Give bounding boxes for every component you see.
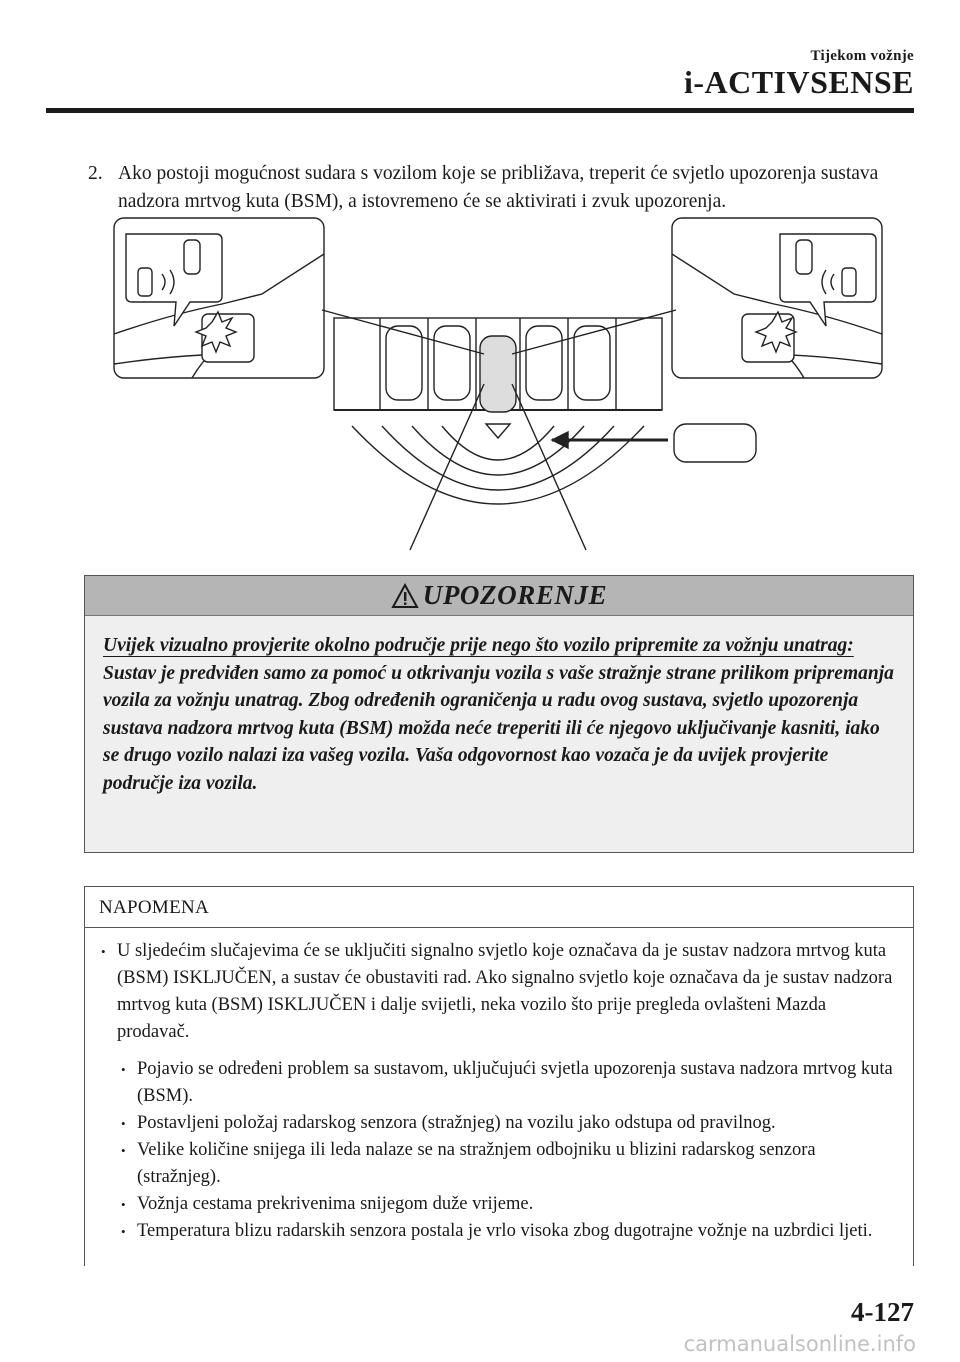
own-car <box>480 336 516 412</box>
bsm-illustration <box>112 214 884 554</box>
warning-body <box>85 616 913 797</box>
bullet-dot-icon: • <box>121 1116 126 1131</box>
note-title: NAPOMENA <box>85 887 913 928</box>
note-box <box>84 886 914 1266</box>
watermark: carmanualsonline.info <box>683 1332 916 1356</box>
step-number: 2. <box>88 163 103 184</box>
warning-header <box>85 576 913 616</box>
bullet-dot-icon: • <box>101 944 106 959</box>
warning-triangle-icon <box>391 583 419 609</box>
bullet-dot-icon: • <box>121 1224 126 1239</box>
list-item: • Pojavio se određeni problem sa sustavom, uključujući svjetla upozorenja sustava nadzora mrtvog kuta (BSM). <box>101 1056 901 1110</box>
approaching-car <box>674 424 756 462</box>
note-main-text: U sljedećim slučajevima će se uključiti signalno svjetlo koje označava da je sustav nadzora mrtvog kuta (BSM) ISKLJUČEN, a sustav će obustaviti rad. Ako signalno svjetlo koje označava da je sustav nadzora mrtvog kuta (BSM) ISKLJUČEN i dalje svijetli, neka vozilo što prije pregleda ovlašteni Mazda prodavač. <box>117 941 893 1042</box>
note-main-item <box>101 938 901 1046</box>
list-item: • Velike količine snijega ili leda nalaze se na stražnjem odbojniku u blizini radarskog senzora (stražnjeg). <box>101 1137 901 1191</box>
warning-title: UPOZORENJE <box>422 580 608 610</box>
step-2 <box>88 160 918 216</box>
step-text: Ako postoji mogućnost sudara s vozilom koje se približava, treperit će svjetlo upozorenja sustava nadzora mrtvog kuta (BSM), a istovremeno će se aktivirati i zvuk upozorenja. <box>118 163 879 212</box>
chapter-title: i-ACTIVSENSE <box>683 64 914 100</box>
list-item: • Vožnja cestama prekrivenima snijegom duže vrijeme. <box>101 1191 901 1218</box>
list-item: • Postavljeni položaj radarskog senzora (stražnjeg) na vozilu jako odstupa od pravilnog. <box>101 1110 901 1137</box>
bullet-dot-icon: • <box>121 1143 126 1158</box>
bullet-dot-icon: • <box>121 1062 126 1077</box>
bullet-dot-icon: • <box>121 1197 126 1212</box>
warning-box <box>84 575 914 853</box>
warning-text: Sustav je predviđen samo za pomoć u otkrivanju vozila s vaše stražnje strane prilikom pripremanja vozila za vožnju unatrag. Zbog određenih ograničenja u radu ovog sustava, svjetlo upozorenja sustava nadzora mrtvog kuta (BSM) možda neće treperiti ili će njegovo uključivanje kasniti, iako se drugo vozilo nalazi iza vašeg vozila. Vaša odgovornost kao vozača je da uvijek provjerite područje iza vozila. <box>103 662 894 794</box>
page-number: 4-127 <box>851 1297 914 1327</box>
list-item: • Temperatura blizu radarskih senzora postala je vrlo visoka zbog dugotrajne vožnje na uzbrdici ljeti. <box>101 1218 901 1245</box>
section-label: Tijekom vožnje <box>810 48 914 64</box>
header-rule <box>46 108 914 113</box>
note-body <box>85 928 913 1245</box>
warning-lead: Uvijek vizualno provjerite okolno područje prije nego što vozilo pripremite za vožnju unatrag: <box>103 635 854 656</box>
